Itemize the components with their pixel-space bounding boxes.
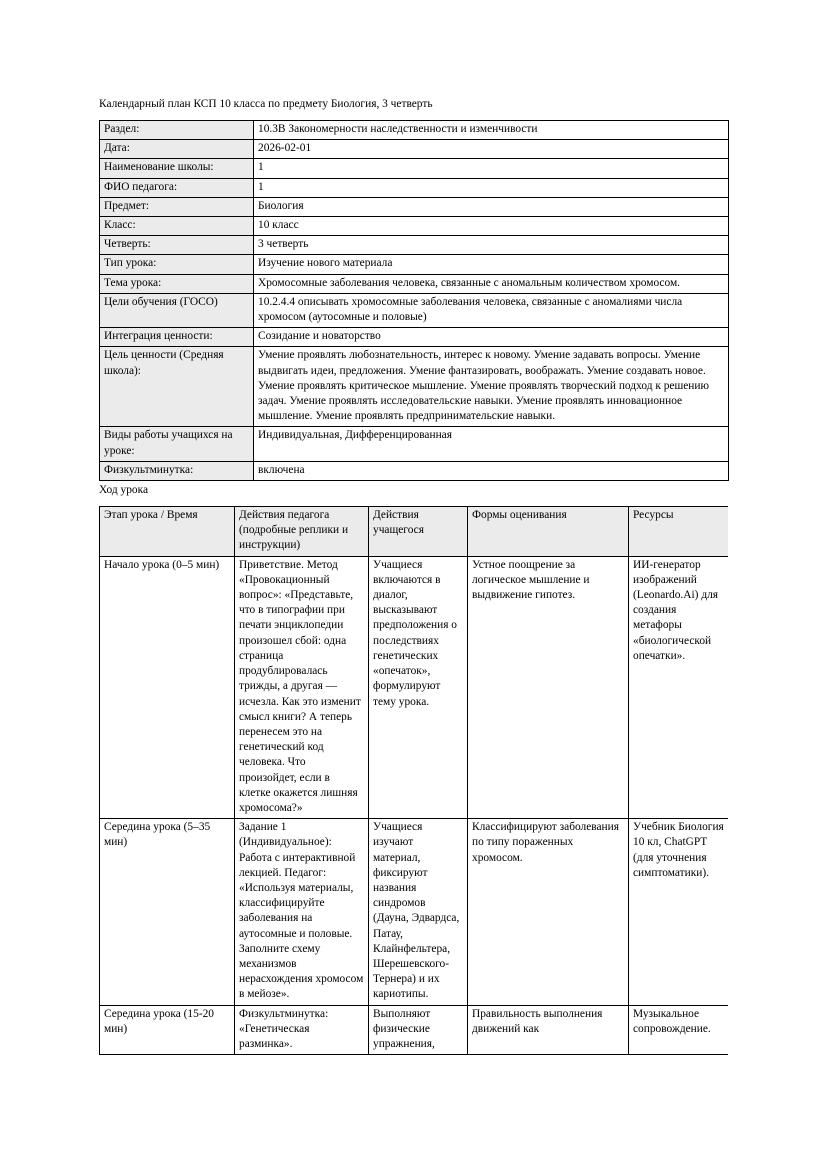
info-label: Цель ценности (Средняя школа): — [100, 347, 254, 427]
info-label: Физкультминутка: — [100, 461, 254, 480]
info-label: Тема урока: — [100, 274, 254, 293]
table-row — [100, 819, 729, 1005]
cell-assessment: Классифицируют заболевания по типу пораженных хромосом. — [468, 819, 629, 1005]
page-content — [99, 97, 728, 1075]
info-label: Четверть: — [100, 236, 254, 255]
lesson-flow-table — [99, 506, 728, 1055]
table-row — [100, 1005, 729, 1055]
lesson-flow-body — [100, 556, 729, 1055]
info-value: 10.2.4.4 описывать хромосомные заболевания человека, связанные с аномалиями числа хромосом (аутосомные и половые) — [254, 293, 729, 327]
table-row — [100, 236, 729, 255]
page-title: Календарный план КСП 10 класса по предмету Биология, 3 четверть — [99, 98, 433, 110]
lesson-flow-clip — [99, 506, 728, 1075]
info-value: 3 четверть — [254, 236, 729, 255]
info-label: Цели обучения (ГОСО) — [100, 293, 254, 327]
table-row — [100, 293, 729, 327]
info-value: 1 — [254, 159, 729, 178]
column-header-stage: Этап урока / Время — [100, 507, 235, 557]
cell-assessment: Правильность выполнения движений как — [468, 1005, 629, 1055]
info-value: 10.3В Закономерности наследственности и изменчивости — [254, 121, 729, 140]
info-label: Наименование школы: — [100, 159, 254, 178]
info-label: Тип урока: — [100, 255, 254, 274]
info-label: Интеграция ценности: — [100, 328, 254, 347]
section-caption-lesson-flow: Ход урока — [99, 484, 149, 497]
info-label: ФИО педагога: — [100, 178, 254, 197]
info-value: Созидание и новаторство — [254, 328, 729, 347]
table-row — [100, 178, 729, 197]
table-row — [100, 427, 729, 461]
table-row — [100, 159, 729, 178]
info-value: включена — [254, 461, 729, 480]
info-value: Изучение нового материала — [254, 255, 729, 274]
info-label: Раздел: — [100, 121, 254, 140]
lesson-info-table — [99, 120, 729, 481]
info-label: Дата: — [100, 140, 254, 159]
info-value: Хромосомные заболевания человека, связанные с аномальным количеством хромосом. — [254, 274, 729, 293]
column-header-teacher-actions: Действия педагога (подробные реплики и инструкции) — [235, 507, 369, 557]
info-value: Индивидуальная, Дифференцированная — [254, 427, 729, 461]
column-header-student-actions: Действия учащегося — [369, 507, 468, 557]
cell-teacher-actions: Приветствие. Метод «Провокационный вопрос»: «Представьте, что в типографии при печати энциклопедии произошел сбой: одна страница продублировалась трижды, а другая — исчезла. Как это изменит смысл книги? А теперь перенесем это на генетический код человека. Что произойдет, если в клетке окажется лишняя хромосома?» — [235, 556, 369, 818]
lesson-info-body — [100, 121, 729, 481]
info-value: Биология — [254, 197, 729, 216]
table-row — [100, 255, 729, 274]
info-value: 10 класс — [254, 217, 729, 236]
cell-student-actions: Выполняют физические упражнения, — [369, 1005, 468, 1055]
cell-stage: Начало урока (0–5 мин) — [100, 556, 235, 818]
lesson-flow-head — [100, 507, 729, 557]
table-row — [100, 217, 729, 236]
cell-resources: Музыкальное сопровождение. — [629, 1005, 729, 1055]
column-header-resources: Ресурсы — [629, 507, 729, 557]
cell-teacher-actions: Задание 1 (Индивидуальное): Работа с интерактивной лекцией. Педагог: «Используя материалы, классифицируйте заболевания на аутосомные и половые. Заполните схему механизмов нерасхождения хромосом в мейозе». — [235, 819, 369, 1005]
cell-student-actions: Учащиеся включаются в диалог, высказывают предположения о последствиях генетических «опечаток», формулируют тему урока. — [369, 556, 468, 818]
table-row — [100, 274, 729, 293]
info-label: Виды работы учащихся на уроке: — [100, 427, 254, 461]
cell-student-actions: Учащиеся изучают материал, фиксируют названия синдромов (Дауна, Эдвардса, Патау, Клайнфельтера, Шерешевского-Тернера) и их кариотипы. — [369, 819, 468, 1005]
cell-assessment: Устное поощрение за логическое мышление и выдвижение гипотез. — [468, 556, 629, 818]
table-row — [100, 140, 729, 159]
info-value: 2026-02-01 — [254, 140, 729, 159]
cell-stage: Середина урока (5–35 мин) — [100, 819, 235, 1005]
table-header-row — [100, 507, 729, 557]
table-row — [100, 121, 729, 140]
info-value: 1 — [254, 178, 729, 197]
column-header-assessment: Формы оценивания — [468, 507, 629, 557]
table-row — [100, 347, 729, 427]
cell-stage: Середина урока (15-20 мин) — [100, 1005, 235, 1055]
table-row — [100, 461, 729, 480]
table-row — [100, 556, 729, 818]
cell-teacher-actions: Физкультминутка: «Генетическая разминка». — [235, 1005, 369, 1055]
info-label: Класс: — [100, 217, 254, 236]
table-row — [100, 328, 729, 347]
cell-resources: ИИ-генератор изображений (Leonardo.Ai) для создания метафоры «биологической опечатки». — [629, 556, 729, 818]
info-value: Умение проявлять любознательность, интерес к новому. Умение задавать вопросы. Умение выдвигать идеи, предложения. Умение фантазировать, воображать. Умение создавать новое. Умение проявлять критическое мышление. Умение проявлять творческий подход к решению задач. Умение проявлять исследовательские навыки. Умение проявлять инновационное мышление. Умение проявлять предпринимательские навыки. — [254, 347, 729, 427]
cell-resources: Учебник Биология 10 кл, ChatGPT (для уточнения симптоматики). — [629, 819, 729, 1005]
info-label: Предмет: — [100, 197, 254, 216]
table-row — [100, 197, 729, 216]
